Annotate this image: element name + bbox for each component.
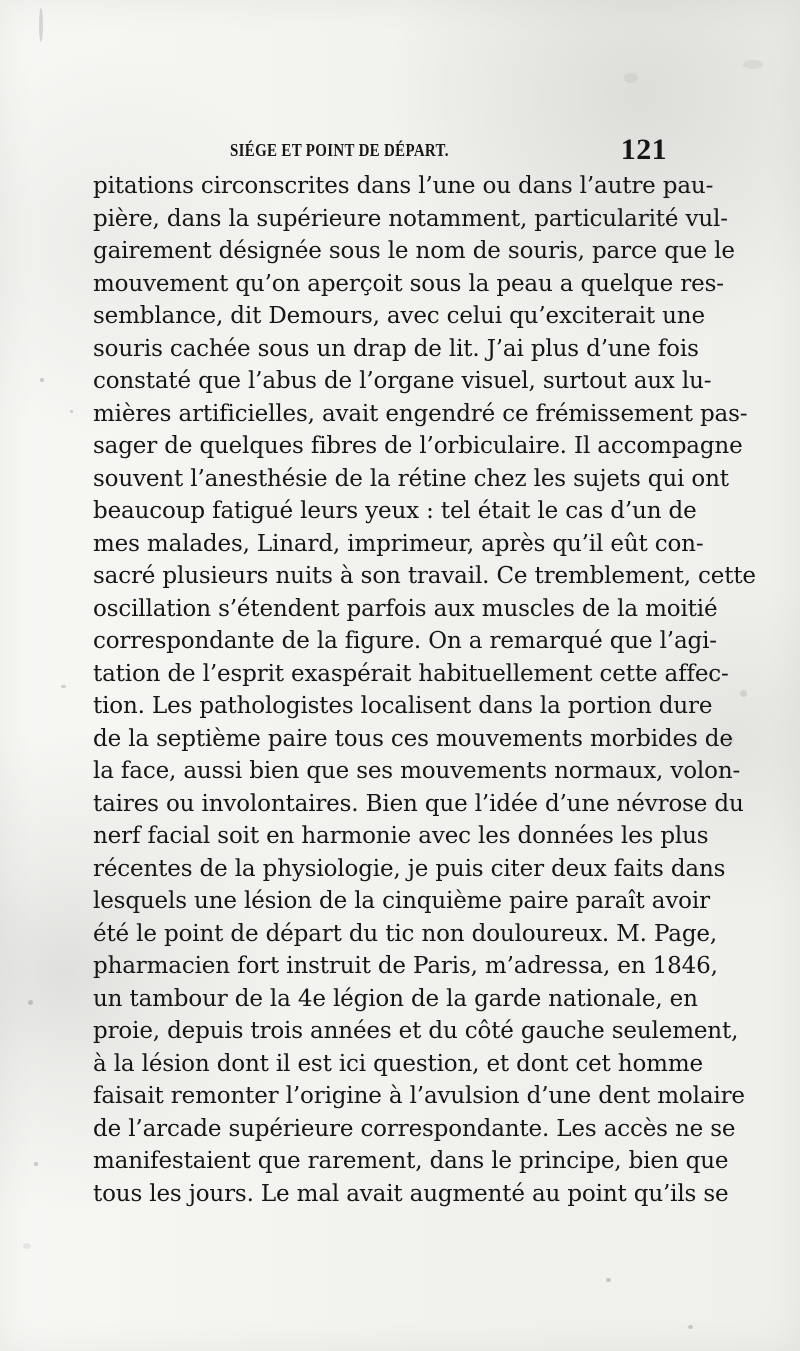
- text-line: sager de quelques fibres de l’orbiculaire. Il accompagne: [93, 433, 743, 459]
- text-line: tous les jours. Le mal avait augmenté au point qu’ils se: [93, 1180, 729, 1207]
- text-line: constaté que l’abus de l’organe visuel, surtout aux lu-: [93, 368, 712, 394]
- text-line: pitations circonscrites dans l’une ou dans l’autre pau-: [93, 173, 714, 199]
- text-line: à la lésion dont il est ici question, et dont cet homme: [93, 1050, 703, 1077]
- paper-speck: [688, 1325, 693, 1329]
- text-line: beaucoup fatigué leurs yeux : tel était le cas d’un de: [93, 498, 697, 524]
- text-line: oscillation s’étendent parfois aux muscles de la moitié: [93, 595, 718, 622]
- text-line: nerf facial soit en harmonie avec les données les plus: [93, 823, 709, 849]
- text-line: mouvement qu’on aperçoit sous la peau a quelque res-: [93, 270, 724, 297]
- text-line: souris cachée sous un drap de lit. J’ai plus d’une fois: [93, 335, 699, 362]
- paper-speck: [39, 8, 43, 42]
- text-line: faisait remonter l’origine à l’avulsion d’une dent molaire: [93, 1083, 745, 1109]
- text-line: pharmacien fort instruit de Paris, m’adressa, en 1846,: [93, 953, 718, 979]
- body-text: [93, 170, 756, 1210]
- paper-speck: [624, 73, 638, 83]
- paper-speck: [61, 685, 66, 688]
- paper-speck: [34, 1162, 38, 1166]
- text-line: récentes de la physiologie, je puis citer deux faits dans: [93, 855, 726, 882]
- paper-speck: [606, 1278, 611, 1282]
- text-line: manifestaient que rarement, dans le principe, bien que: [93, 1148, 729, 1174]
- text-line: souvent l’anesthésie de la rétine chez les sujets qui ont: [93, 465, 729, 492]
- text-line: gairement désignée sous le nom de souris, parce que le: [93, 238, 735, 264]
- page-number: 121: [620, 133, 667, 166]
- text-line: taires ou involontaires. Bien que l’idée d’une névrose du: [93, 790, 744, 817]
- page-header: [230, 134, 670, 166]
- text-line: tation de l’esprit exaspérait habituellement cette affec-: [93, 660, 729, 687]
- text-line: semblance, dit Demours, avec celui qu’exciterait une: [93, 303, 705, 329]
- text-line: la face, aussi bien que ses mouvements normaux, volon-: [93, 758, 741, 784]
- text-line: pière, dans la supérieure notamment, particularité vul-: [93, 205, 728, 232]
- text-line: de la septième paire tous ces mouvements morbides de: [93, 725, 733, 752]
- text-line: proie, depuis trois années et du côté gauche seulement,: [93, 1018, 739, 1044]
- text-line: lesquels une lésion de la cinquième paire paraît avoir: [93, 888, 710, 914]
- text-line: mes malades, Linard, imprimeur, après qu’il eût con-: [93, 530, 704, 557]
- text-line: correspondante de la figure. On a remarqué que l’agi-: [93, 628, 717, 654]
- paper-speck: [23, 1243, 31, 1249]
- text-line: un tambour de la 4e légion de la garde nationale, en: [93, 985, 698, 1012]
- running-title: SIÉGE ET POINT DE DÉPART.: [230, 139, 449, 160]
- text-line: sacré plusieurs nuits à son travail. Ce tremblement, cette: [93, 563, 756, 589]
- text-line: mières artificielles, avait engendré ce frémissement pas-: [93, 400, 748, 427]
- paper-speck: [743, 60, 763, 69]
- paper-speck: [70, 410, 73, 413]
- text-line: de l’arcade supérieure correspondante. Les accès ne se: [93, 1115, 736, 1142]
- text-line: été le point de départ du tic non douloureux. M. Page,: [93, 920, 718, 947]
- paper-speck: [40, 378, 44, 382]
- text-line: tion. Les pathologistes localisent dans la portion dure: [93, 693, 713, 719]
- paper-speck: [28, 1000, 33, 1005]
- paper-speck: [740, 690, 747, 697]
